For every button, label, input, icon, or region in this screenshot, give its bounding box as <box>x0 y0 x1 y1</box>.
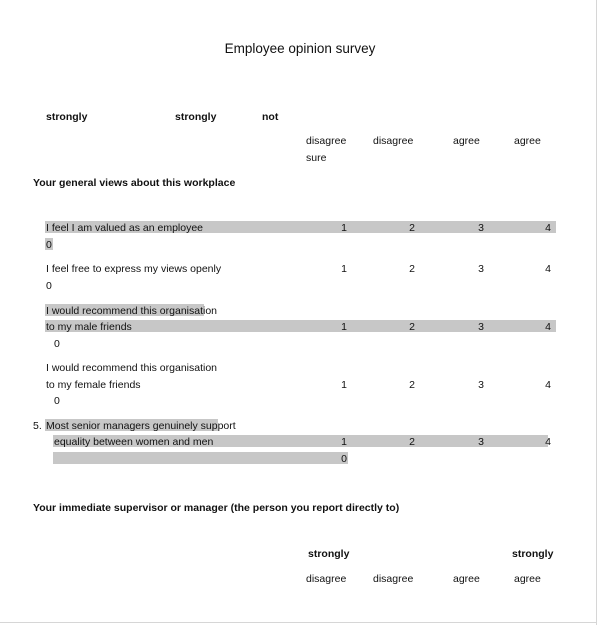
page-edge-right <box>596 0 597 625</box>
item-1-value-4: 4 <box>545 222 551 234</box>
document-title: Employee opinion survey <box>224 41 376 56</box>
item-2-value-3: 3 <box>478 263 484 275</box>
item-5-value-3: 3 <box>478 436 484 448</box>
section-heading-supervisor: Your immediate supervisor or manager (the person you report directly to) <box>33 502 400 514</box>
item-4-value-4: 4 <box>545 379 551 391</box>
item-3-zero: 0 <box>54 338 60 350</box>
item-5-number: 5. <box>33 420 42 432</box>
item-4-value-1: 1 <box>341 379 347 391</box>
item-5-text-line-1: Most senior managers genuinely support <box>46 420 236 432</box>
item-5-value-2: 2 <box>409 436 415 448</box>
section2-top-label-2: strongly <box>512 548 554 560</box>
item-1-value-1: 1 <box>341 222 347 234</box>
item-4-value-2: 2 <box>409 379 415 391</box>
scale-bottom-label-2: disagree <box>373 135 414 147</box>
item-2-value-4: 4 <box>545 263 551 275</box>
item-4-text-line-2: to my female friends <box>46 379 141 391</box>
item-3-value-3: 3 <box>478 321 484 333</box>
scale-bottom-label-1: disagree <box>306 135 347 147</box>
item-2-value-1: 1 <box>341 263 347 275</box>
item-3-text-line-1: I would recommend this organisation <box>46 305 218 317</box>
section2-bottom-label-2: disagree <box>373 573 414 585</box>
item-5-value-1: 1 <box>341 436 347 448</box>
section2-bottom-label-1: disagree <box>306 573 347 585</box>
item-5-value-4: 4 <box>545 436 551 448</box>
section2-top-label-1: strongly <box>308 548 350 560</box>
scale-bottom-label-4: agree <box>514 135 541 147</box>
scale-sure-label: sure <box>306 152 327 164</box>
item-3-text-line-2: to my male friends <box>46 321 132 333</box>
scale-bottom-label-3: agree <box>453 135 480 147</box>
row-highlight <box>53 452 348 464</box>
item-5-text-line-2: equality between women and men <box>54 436 214 448</box>
page-edge-bottom <box>0 622 597 623</box>
scale-top-label-1: strongly <box>46 111 88 123</box>
item-3-value-4: 4 <box>545 321 551 333</box>
item-1-text: I feel I am valued as an employee <box>46 222 204 234</box>
item-2-value-2: 2 <box>409 263 415 275</box>
item-4-zero: 0 <box>54 395 60 407</box>
item-4-text-line-1: I would recommend this organisation <box>46 362 218 374</box>
section2-bottom-label-4: agree <box>514 573 541 585</box>
item-4-value-3: 3 <box>478 379 484 391</box>
scale-top-label-2: strongly <box>175 111 217 123</box>
item-3-value-2: 2 <box>409 321 415 333</box>
scale-top-label-3: not <box>262 111 279 123</box>
item-2-zero: 0 <box>46 280 52 292</box>
item-1-value-3: 3 <box>478 222 484 234</box>
section2-bottom-label-3: agree <box>453 573 480 585</box>
item-2-text: I feel free to express my views openly <box>46 263 222 275</box>
item-1-value-2: 2 <box>409 222 415 234</box>
section-heading-general-views: Your general views about this workplace <box>33 177 236 189</box>
item-3-value-1: 1 <box>341 321 347 333</box>
item-5-zero: 0 <box>341 453 347 465</box>
item-1-zero: 0 <box>46 239 52 251</box>
